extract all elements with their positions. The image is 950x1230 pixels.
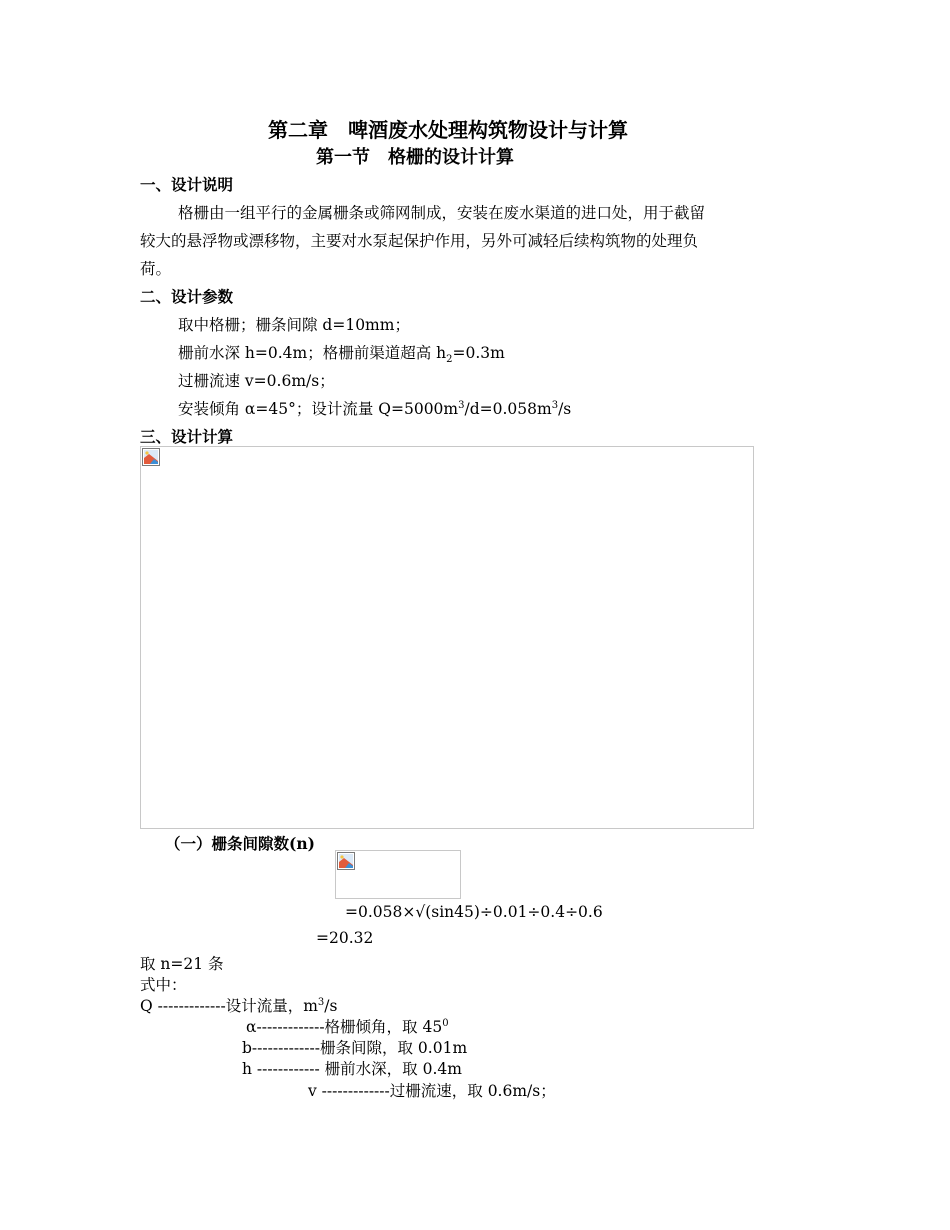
param-flow-text: /d=0.058m — [464, 400, 552, 418]
param-water-depth-value: =0.3m — [452, 344, 505, 362]
param-water-depth-text: 栅前水深 h=0.4m；格栅前渠道超高 h — [178, 344, 447, 362]
design-calculation-heading: 三、设计计算 — [140, 427, 234, 446]
where-label: 式中： — [140, 976, 187, 994]
description-line-2: 较大的悬浮物或漂移物，主要对水泵起保护作用，另外可减轻后续构筑物的处理负 — [140, 232, 699, 250]
description-line-3: 荷。 — [140, 260, 172, 278]
legend-q — [140, 994, 337, 1016]
legend-alpha-sup: 0 — [442, 1017, 449, 1029]
param-angle-sup1: 3 — [458, 399, 465, 411]
legend-alpha-text: α-------------格栅倾角，取 45 — [246, 1018, 443, 1036]
grid-diagram-image — [140, 446, 754, 829]
legend-h: h ------------ 栅前水深，取 0.4m — [242, 1060, 462, 1078]
description-line-1: 格栅由一组平行的金属栅条或筛网制成，安装在废水渠道的进口处，用于截留 — [178, 204, 706, 222]
param-water-depth — [178, 341, 505, 366]
design-description-heading: 一、设计说明 — [140, 175, 234, 194]
broken-image-icon — [337, 852, 355, 870]
legend-b: b-------------栅条间隙，取 0.01m — [242, 1039, 468, 1057]
param-flow-sup2: 3 — [551, 399, 559, 411]
take-n-line: 取 n=21 条 — [140, 955, 224, 973]
legend-q-text: Q -------------设计流量，m — [140, 997, 318, 1015]
legend-v: v -------------过栅流速，取 0.6m/s； — [308, 1082, 556, 1100]
param-water-depth-sub: 2 — [446, 354, 453, 366]
legend-q-sup: 3 — [317, 996, 325, 1008]
legend-q-unit: /s — [324, 997, 338, 1015]
param-grid-type: 取中格栅；栅条间隙 d=10mm； — [178, 316, 410, 334]
param-angle-flow — [178, 397, 571, 419]
param-flow-velocity: 过栅流速 v=0.6m/s； — [178, 372, 335, 390]
broken-image-icon — [142, 448, 160, 466]
legend-alpha — [246, 1015, 449, 1037]
result-line: =20.32 — [316, 929, 374, 947]
param-flow-unit: /s — [558, 400, 572, 418]
chapter-title: 第二章 啤酒废水处理构筑物设计与计算 — [268, 118, 628, 142]
section-title: 第一节 格栅的设计计算 — [316, 147, 514, 168]
formula-line: =0.058×√(sin45)÷0.01÷0.4÷0.6 — [345, 903, 603, 921]
gap-count-heading: （一）栅条间隙数(n) — [165, 834, 315, 853]
param-angle-text: 安装倾角 α=45°；设计流量 Q=5000m — [178, 400, 459, 418]
design-parameters-heading: 二、设计参数 — [140, 287, 234, 306]
formula-image — [335, 850, 461, 899]
